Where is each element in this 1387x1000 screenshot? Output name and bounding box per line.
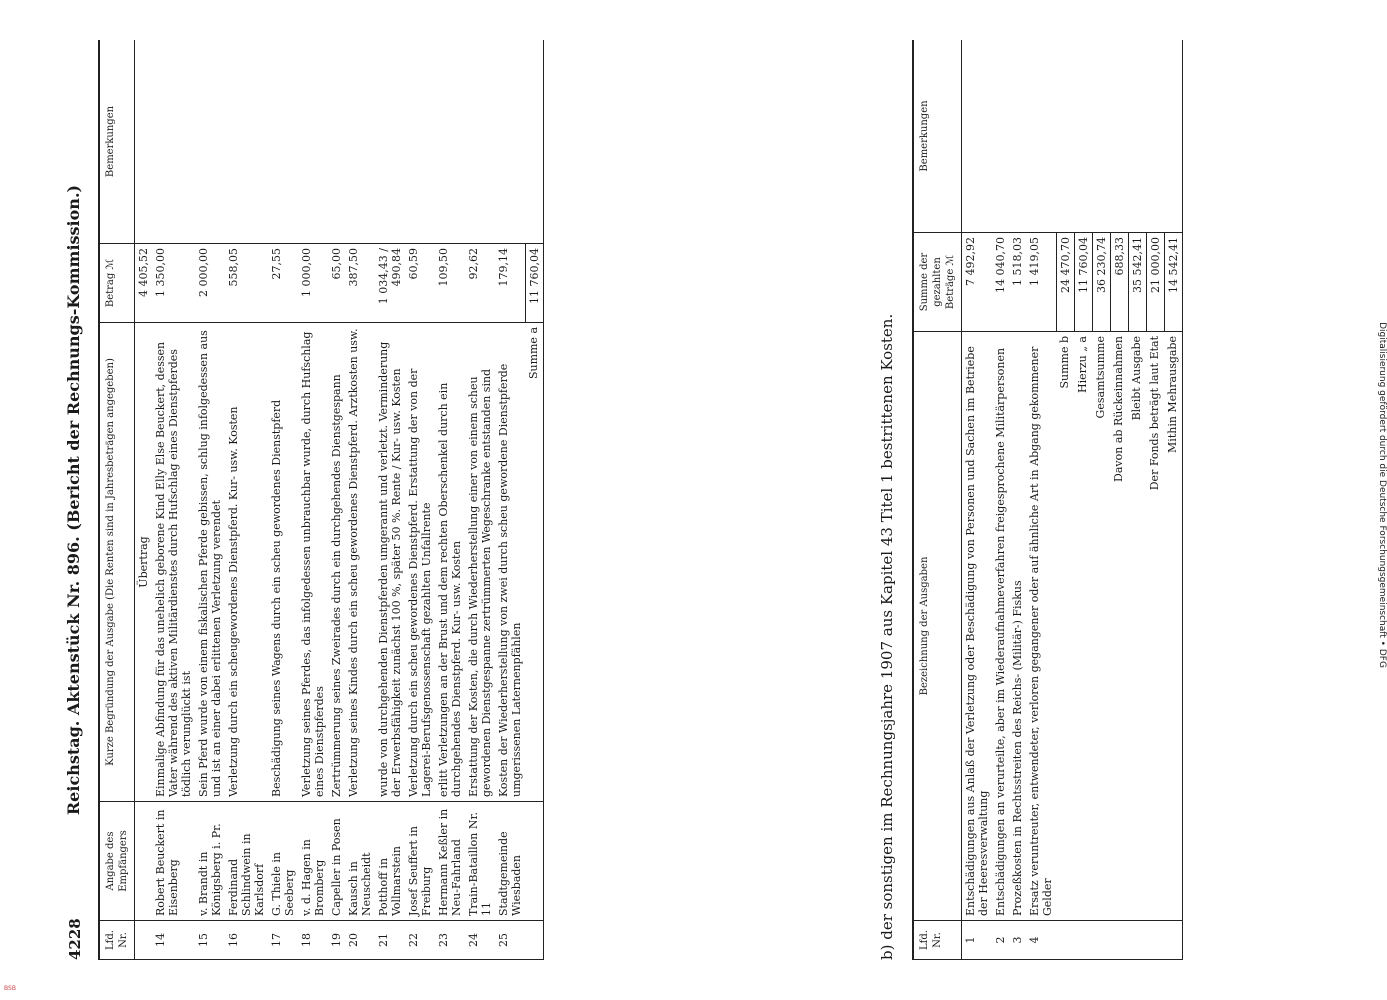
total-row: [1110, 40, 1128, 960]
total-row: [1074, 40, 1092, 960]
table-row: [1026, 40, 1056, 960]
row-nr: 25: [495, 921, 525, 960]
row-amount: 2 000,00: [195, 244, 225, 323]
row-reason: Einmalige Abfindung für das unehelich geborene Kind Elly Else Beuckert, dessen Vater während des aktiven Militärdienstes durch Hufschlag eines Dienstpferdes tödlich verunglückt ist: [152, 323, 195, 802]
total-label: Davon ab Rückeinnahmen: [1110, 332, 1128, 921]
row-recipient: Hermann Keßler in Neu-Fahrland: [435, 802, 465, 921]
row-recipient: G. Thiele in Seeberg: [268, 802, 298, 921]
row-remarks: [405, 40, 435, 244]
carry-label: Übertrag: [135, 323, 153, 802]
row-remarks: [465, 40, 495, 244]
row-reason: Verletzung seines Pferdes, das infolgedessen unbrauchbar wurde, durch Hufschlag eines Dienstpferdes: [298, 323, 328, 802]
row-amount: 1 419,05: [1026, 233, 1056, 332]
col-header-reason: Kurze Begründung der Ausgabe (Die Renten sind in Jahresbeträgen angegeben): [99, 323, 135, 802]
row-recipient: v. Brandt in Königsberg i. Pr.: [195, 802, 225, 921]
col-b-header-nr: Lfd. Nr.: [913, 921, 962, 960]
library-stamp: BSB: [4, 985, 16, 992]
row-recipient: Stadtgemeinde Wiesbaden: [495, 802, 525, 921]
row-remarks: [495, 40, 525, 244]
total-amount: 36 230,74: [1092, 233, 1110, 332]
row-reason: Verletzung durch ein scheu gewordenes Dienstpferd. Erstattung der von der Lagerei-Berufsgenossenschaft gezahlten Unfallrente: [405, 323, 435, 802]
table-row: [992, 40, 1009, 960]
row-amount: 1 518,03: [1009, 233, 1026, 332]
total-row: [1164, 40, 1182, 960]
page-number: 4228: [66, 918, 84, 960]
row-recipient: Ferdinand Schlindwein in Karlsdorf: [225, 802, 268, 921]
row-nr: 18: [298, 921, 328, 960]
total-amount: 14 542,41: [1164, 233, 1182, 332]
row-nr: 15: [195, 921, 225, 960]
row-amount: 1 034,43 / 490,84: [375, 244, 405, 323]
sum-a-label: Summe a: [525, 323, 543, 802]
row-recipient: Potthoff in Vollmarstein: [375, 802, 405, 921]
row-amount: 60,59: [405, 244, 435, 323]
row-nr: 21: [375, 921, 405, 960]
total-label: Bleibt Ausgabe: [1128, 332, 1146, 921]
table-row: [195, 40, 225, 960]
total-label: Summe b: [1056, 332, 1074, 921]
row-text: Entschädigungen an verurteilte, aber im Wiederaufnahmeverfahren freigesprochene Militärpersonen: [992, 332, 1009, 921]
row-amount: 14 040,70: [992, 233, 1009, 332]
row-amount: 1 350,00: [152, 244, 195, 323]
total-label: Der Fonds beträgt laut Etat: [1146, 332, 1164, 921]
table-row: [405, 40, 435, 960]
row-amount: 27,55: [268, 244, 298, 323]
row-amount: 387,50: [345, 244, 375, 323]
row-remarks: [1009, 40, 1026, 233]
row-remarks: [298, 40, 328, 244]
table-row: [298, 40, 328, 960]
table-row: [435, 40, 465, 960]
row-recipient: v. d. Hagen in Bromberg: [298, 802, 328, 921]
col-header-amount: Betrag ℳ: [99, 244, 135, 323]
digitization-text: Digitalisierung gefördert durch die Deutsche Forschungsgemeinschaft • DFG: [1377, 322, 1387, 668]
page-header: Reichstag. Aktenstück Nr. 896. (Bericht der Rechnungs-Kommission.): [64, 184, 83, 816]
row-nr: 22: [405, 921, 435, 960]
row-remarks: [152, 40, 195, 244]
row-amount: 558,05: [225, 244, 268, 323]
row-text: Prozeßkosten in Rechtsstreiten des Reichs- (Militär-) Fiskus: [1009, 332, 1026, 921]
col-header-recipient: Angabe des Empfängers: [99, 802, 135, 921]
row-amount: 109,50: [435, 244, 465, 323]
row-reason: Zertrümmerung seines Zweirades durch ein durchgehendes Dienstgespann: [328, 323, 345, 802]
col-header-nr: Lfd. Nr.: [99, 921, 135, 960]
table-b-header-row: [913, 40, 962, 960]
row-amount: 92,62: [465, 244, 495, 323]
total-amount: 35 542,41: [1128, 233, 1146, 332]
col-b-header-amount: Summe der gezahlten Beträge ℳ: [913, 233, 962, 332]
row-recipient: Train-Bataillon Nr. 11: [465, 802, 495, 921]
sum-row-a: [525, 40, 543, 960]
row-reason: Erstattung der Kosten, die durch Wiederherstellung einer von einem scheu gewordenen Dienstgespanne zertrümmerten Wegeschranke entstanden sind: [465, 323, 495, 802]
row-nr: 17: [268, 921, 298, 960]
row-reason: erlitt Verletzungen an der Brust und dem rechten Oberschenkel durch ein durchgehendes Dienstpferd. Kur- usw. Kosten: [435, 323, 465, 802]
total-label: Hierzu „ a: [1074, 332, 1092, 921]
col-b-header-remarks: Bemerkungen: [913, 40, 962, 233]
row-text: Ersatz veruntreuter, entwendeter, verloren gegangener oder auf ähnliche Art in Abgang gekommener Gelder: [1026, 332, 1056, 921]
row-remarks: [375, 40, 405, 244]
row-remarks: [268, 40, 298, 244]
row-nr: 23: [435, 921, 465, 960]
table-row: [345, 40, 375, 960]
row-recipient: Robert Beuckert in Eisenberg: [152, 802, 195, 921]
table-row: [152, 40, 195, 960]
digitization-note: [1372, 10, 1387, 990]
table-row: [465, 40, 495, 960]
carry-row: [135, 40, 153, 960]
row-nr: 2: [992, 921, 1009, 960]
row-nr: 3: [1009, 921, 1026, 960]
total-amount: 688,33: [1110, 233, 1128, 332]
row-remarks: [962, 40, 993, 233]
row-remarks: [992, 40, 1009, 233]
row-reason: Beschädigung seines Wagens durch ein scheu gewordenes Dienstpferd: [268, 323, 298, 802]
row-nr: 19: [328, 921, 345, 960]
row-nr: 24: [465, 921, 495, 960]
row-reason: Verletzung durch ein scheugewordenes Dienstpferd. Kur- usw. Kosten: [225, 323, 268, 802]
row-reason: Verletzung seines Kindes durch ein scheu gewordenes Dienstpferd. Arztkosten usw.: [345, 323, 375, 802]
row-nr: 4: [1026, 921, 1056, 960]
expense-table-a: [98, 40, 544, 960]
row-nr: 14: [152, 921, 195, 960]
total-label: Gesamtsumme: [1092, 332, 1110, 921]
row-text: Entschädigungen aus Anlaß der Verletzung oder Beschädigung von Personen und Sachen im Betriebe der Heeresverwaltung: [962, 332, 993, 921]
row-amount: 65,00: [328, 244, 345, 323]
total-row: [1146, 40, 1164, 960]
row-remarks: [195, 40, 225, 244]
total-amount: 24 470,70: [1056, 233, 1074, 332]
row-amount: 179,14: [495, 244, 525, 323]
table-row: [268, 40, 298, 960]
row-nr: 16: [225, 921, 268, 960]
row-remarks: [225, 40, 268, 244]
table-a-header-row: [99, 40, 135, 960]
table-row: [225, 40, 268, 960]
total-amount: 11 760,04: [1074, 233, 1092, 332]
sum-a-amount: 11 760,04: [525, 244, 543, 323]
table-row: [962, 40, 993, 960]
col-header-remarks: Bemerkungen: [99, 40, 135, 244]
row-remarks: [1026, 40, 1056, 233]
row-reason: wurde von durchgehenden Dienstpferden umgerannt und verletzt. Verminderung der Erwerbsfähigkeit zunächst 100 %, später 50 %. Rente / Kur- usw. Kosten: [375, 323, 405, 802]
row-reason: Sein Pferd wurde von einem fiskalischen Pferde gebissen, schlug infolgedessen aus und ist an einer dabei erlittenen Verletzung verendet: [195, 323, 225, 802]
row-amount: 7 492,92: [962, 233, 993, 332]
carry-amount: 4 405,52: [135, 244, 153, 323]
row-nr: 20: [345, 921, 375, 960]
total-label: Mithin Mehrausgabe: [1164, 332, 1182, 921]
document-page: [60, 40, 1360, 960]
table-row: [1009, 40, 1026, 960]
total-row: [1128, 40, 1146, 960]
row-recipient: Josef Seuffert in Freiburg: [405, 802, 435, 921]
table-row: [375, 40, 405, 960]
row-recipient: Capeller in Posen: [328, 802, 345, 921]
row-nr: 1: [962, 921, 993, 960]
table-row: [495, 40, 525, 960]
total-row: [1056, 40, 1074, 960]
row-amount: 1 000,00: [298, 244, 328, 323]
total-row: [1092, 40, 1110, 960]
row-reason: Kosten der Wiederherstellung von zwei durch scheu gewordene Dienstpferde umgerissenen Laternenpfählen: [495, 323, 525, 802]
total-amount: 21 000,00: [1146, 233, 1164, 332]
row-remarks: [345, 40, 375, 244]
row-recipient: Kausch in Neuscheidt: [345, 802, 375, 921]
expense-table-b: [912, 40, 1183, 960]
row-remarks: [435, 40, 465, 244]
col-b-header-text: Bezeichnung der Ausgaben: [913, 332, 962, 921]
row-remarks: [328, 40, 345, 244]
section-b-title: b) der sonstigen im Rechnungsjahre 1907 aus Kapitel 43 Titel 1 bestrittenen Kosten.: [878, 313, 896, 960]
table-row: [328, 40, 345, 960]
